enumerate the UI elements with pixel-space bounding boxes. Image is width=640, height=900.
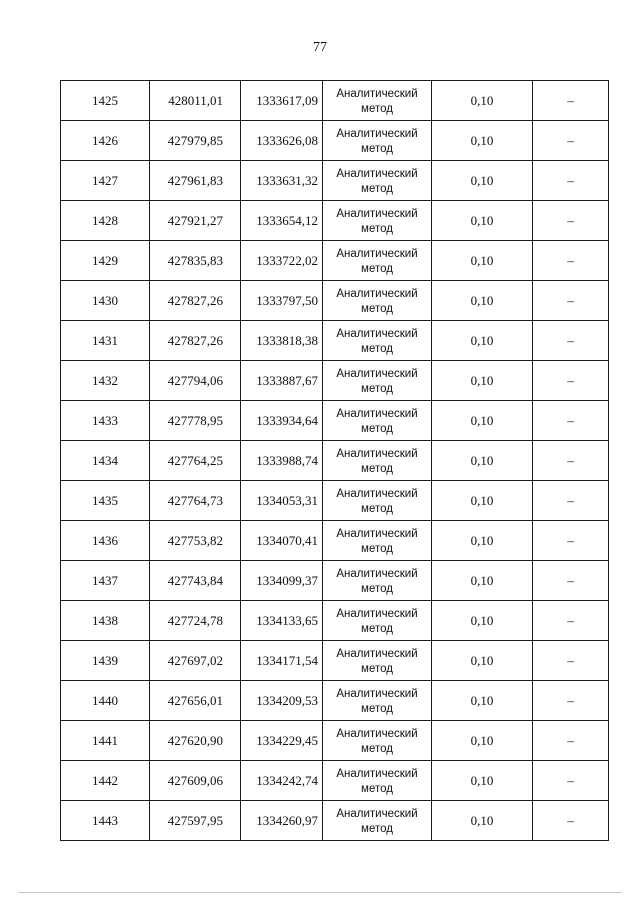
accuracy-cell: 0,10 [432,481,533,521]
table-row [61,441,609,481]
table-row [61,761,609,801]
method-line-1: Аналитический [336,608,418,620]
method-line-2: метод [361,223,393,235]
method-cell [323,761,432,801]
x-coordinate-cell: 427697,02 [150,641,241,681]
dash-cell: – [533,201,609,241]
dash-cell: – [533,321,609,361]
x-coordinate-cell: 427827,26 [150,321,241,361]
method-cell [323,241,432,281]
x-coordinate-cell: 427753,82 [150,521,241,561]
method-line-1: Аналитический [336,808,418,820]
table-row [61,521,609,561]
dash-cell: – [533,681,609,721]
accuracy-cell: 0,10 [432,601,533,641]
method-line-1: Аналитический [336,408,418,420]
dash-cell: – [533,561,609,601]
table-row [61,681,609,721]
point-number-cell: 1436 [61,521,150,561]
y-coordinate-cell: 1334099,37 [241,561,323,601]
point-number-cell: 1425 [61,81,150,121]
table-row [61,361,609,401]
point-number-cell: 1433 [61,401,150,441]
point-number-cell: 1434 [61,441,150,481]
method-line-1: Аналитический [336,648,418,660]
method-line-1: Аналитический [336,168,418,180]
dash-cell: – [533,721,609,761]
method-cell [323,721,432,761]
y-coordinate-cell: 1334133,65 [241,601,323,641]
page-bottom-edge [18,892,622,893]
method-line-2: метод [361,303,393,315]
x-coordinate-cell: 427979,85 [150,121,241,161]
method-cell [323,161,432,201]
x-coordinate-cell: 427724,78 [150,601,241,641]
method-line-1: Аналитический [336,768,418,780]
accuracy-cell: 0,10 [432,201,533,241]
method-line-2: метод [361,143,393,155]
method-line-1: Аналитический [336,328,418,340]
dash-cell: – [533,761,609,801]
x-coordinate-cell: 427921,27 [150,201,241,241]
method-cell [323,481,432,521]
accuracy-cell: 0,10 [432,801,533,841]
method-line-1: Аналитический [336,368,418,380]
method-line-1: Аналитический [336,488,418,500]
accuracy-cell: 0,10 [432,641,533,681]
method-cell [323,401,432,441]
method-cell [323,681,432,721]
point-number-cell: 1426 [61,121,150,161]
y-coordinate-cell: 1333626,08 [241,121,323,161]
method-line-2: метод [361,543,393,555]
method-line-1: Аналитический [336,528,418,540]
accuracy-cell: 0,10 [432,721,533,761]
x-coordinate-cell: 427656,01 [150,681,241,721]
table-row [61,801,609,841]
y-coordinate-cell: 1333722,02 [241,241,323,281]
accuracy-cell: 0,10 [432,401,533,441]
y-coordinate-cell: 1334242,74 [241,761,323,801]
accuracy-cell: 0,10 [432,121,533,161]
table-body [61,81,609,841]
method-line-2: метод [361,743,393,755]
method-line-2: метод [361,583,393,595]
method-line-1: Аналитический [336,248,418,260]
x-coordinate-cell: 427743,84 [150,561,241,601]
y-coordinate-cell: 1333617,09 [241,81,323,121]
table-row [61,201,609,241]
method-line-1: Аналитический [336,688,418,700]
dash-cell: – [533,161,609,201]
table-row [61,561,609,601]
method-line-1: Аналитический [336,288,418,300]
table-row [61,641,609,681]
x-coordinate-cell: 427764,25 [150,441,241,481]
method-cell [323,561,432,601]
accuracy-cell: 0,10 [432,81,533,121]
point-number-cell: 1435 [61,481,150,521]
method-cell [323,801,432,841]
accuracy-cell: 0,10 [432,761,533,801]
method-cell [323,601,432,641]
table-row [61,481,609,521]
x-coordinate-cell: 427597,95 [150,801,241,841]
dash-cell: – [533,641,609,681]
method-line-2: метод [361,423,393,435]
dash-cell: – [533,401,609,441]
method-line-2: метод [361,623,393,635]
table-row [61,121,609,161]
table-row [61,81,609,121]
accuracy-cell: 0,10 [432,441,533,481]
dash-cell: – [533,121,609,161]
table-row [61,601,609,641]
method-line-2: метод [361,343,393,355]
method-line-1: Аналитический [336,568,418,580]
dash-cell: – [533,521,609,561]
method-line-2: метод [361,663,393,675]
dash-cell: – [533,81,609,121]
method-cell [323,441,432,481]
method-cell [323,521,432,561]
table-row [61,161,609,201]
method-cell [323,201,432,241]
point-number-cell: 1442 [61,761,150,801]
y-coordinate-cell: 1333818,38 [241,321,323,361]
dash-cell: – [533,801,609,841]
method-line-2: метод [361,703,393,715]
dash-cell: – [533,361,609,401]
x-coordinate-cell: 427961,83 [150,161,241,201]
y-coordinate-cell: 1333654,12 [241,201,323,241]
dash-cell: – [533,601,609,641]
y-coordinate-cell: 1333797,50 [241,281,323,321]
accuracy-cell: 0,10 [432,321,533,361]
point-number-cell: 1428 [61,201,150,241]
point-number-cell: 1439 [61,641,150,681]
method-line-2: метод [361,823,393,835]
dash-cell: – [533,441,609,481]
table-row [61,321,609,361]
x-coordinate-cell: 427835,83 [150,241,241,281]
point-number-cell: 1438 [61,601,150,641]
method-line-1: Аналитический [336,128,418,140]
point-number-cell: 1429 [61,241,150,281]
accuracy-cell: 0,10 [432,561,533,601]
y-coordinate-cell: 1333988,74 [241,441,323,481]
method-line-2: метод [361,463,393,475]
method-cell [323,121,432,161]
y-coordinate-cell: 1334209,53 [241,681,323,721]
x-coordinate-cell: 427620,90 [150,721,241,761]
method-cell [323,361,432,401]
x-coordinate-cell: 427794,06 [150,361,241,401]
point-number-cell: 1430 [61,281,150,321]
method-line-2: метод [361,183,393,195]
x-coordinate-cell: 427764,73 [150,481,241,521]
method-cell [323,641,432,681]
accuracy-cell: 0,10 [432,521,533,561]
table-row [61,401,609,441]
method-line-1: Аналитический [336,728,418,740]
y-coordinate-cell: 1334053,31 [241,481,323,521]
point-number-cell: 1432 [61,361,150,401]
method-line-1: Аналитический [336,208,418,220]
method-line-2: метод [361,383,393,395]
method-line-2: метод [361,783,393,795]
dash-cell: – [533,241,609,281]
x-coordinate-cell: 427778,95 [150,401,241,441]
coordinates-table [60,80,609,841]
accuracy-cell: 0,10 [432,361,533,401]
method-line-2: метод [361,103,393,115]
point-number-cell: 1427 [61,161,150,201]
y-coordinate-cell: 1333887,67 [241,361,323,401]
y-coordinate-cell: 1334229,45 [241,721,323,761]
accuracy-cell: 0,10 [432,241,533,281]
point-number-cell: 1437 [61,561,150,601]
x-coordinate-cell: 427609,06 [150,761,241,801]
method-line-1: Аналитический [336,88,418,100]
method-cell [323,321,432,361]
x-coordinate-cell: 428011,01 [150,81,241,121]
method-line-2: метод [361,263,393,275]
y-coordinate-cell: 1333934,64 [241,401,323,441]
dash-cell: – [533,281,609,321]
page-number: 77 [313,40,327,55]
dash-cell: – [533,481,609,521]
point-number-cell: 1440 [61,681,150,721]
accuracy-cell: 0,10 [432,281,533,321]
method-line-1: Аналитический [336,448,418,460]
method-cell [323,281,432,321]
table-row [61,241,609,281]
point-number-cell: 1431 [61,321,150,361]
point-number-cell: 1443 [61,801,150,841]
y-coordinate-cell: 1334070,41 [241,521,323,561]
accuracy-cell: 0,10 [432,681,533,721]
y-coordinate-cell: 1333631,32 [241,161,323,201]
y-coordinate-cell: 1334260,97 [241,801,323,841]
table-row [61,281,609,321]
y-coordinate-cell: 1334171,54 [241,641,323,681]
method-cell [323,81,432,121]
point-number-cell: 1441 [61,721,150,761]
table-row [61,721,609,761]
accuracy-cell: 0,10 [432,161,533,201]
x-coordinate-cell: 427827,26 [150,281,241,321]
method-line-2: метод [361,503,393,515]
